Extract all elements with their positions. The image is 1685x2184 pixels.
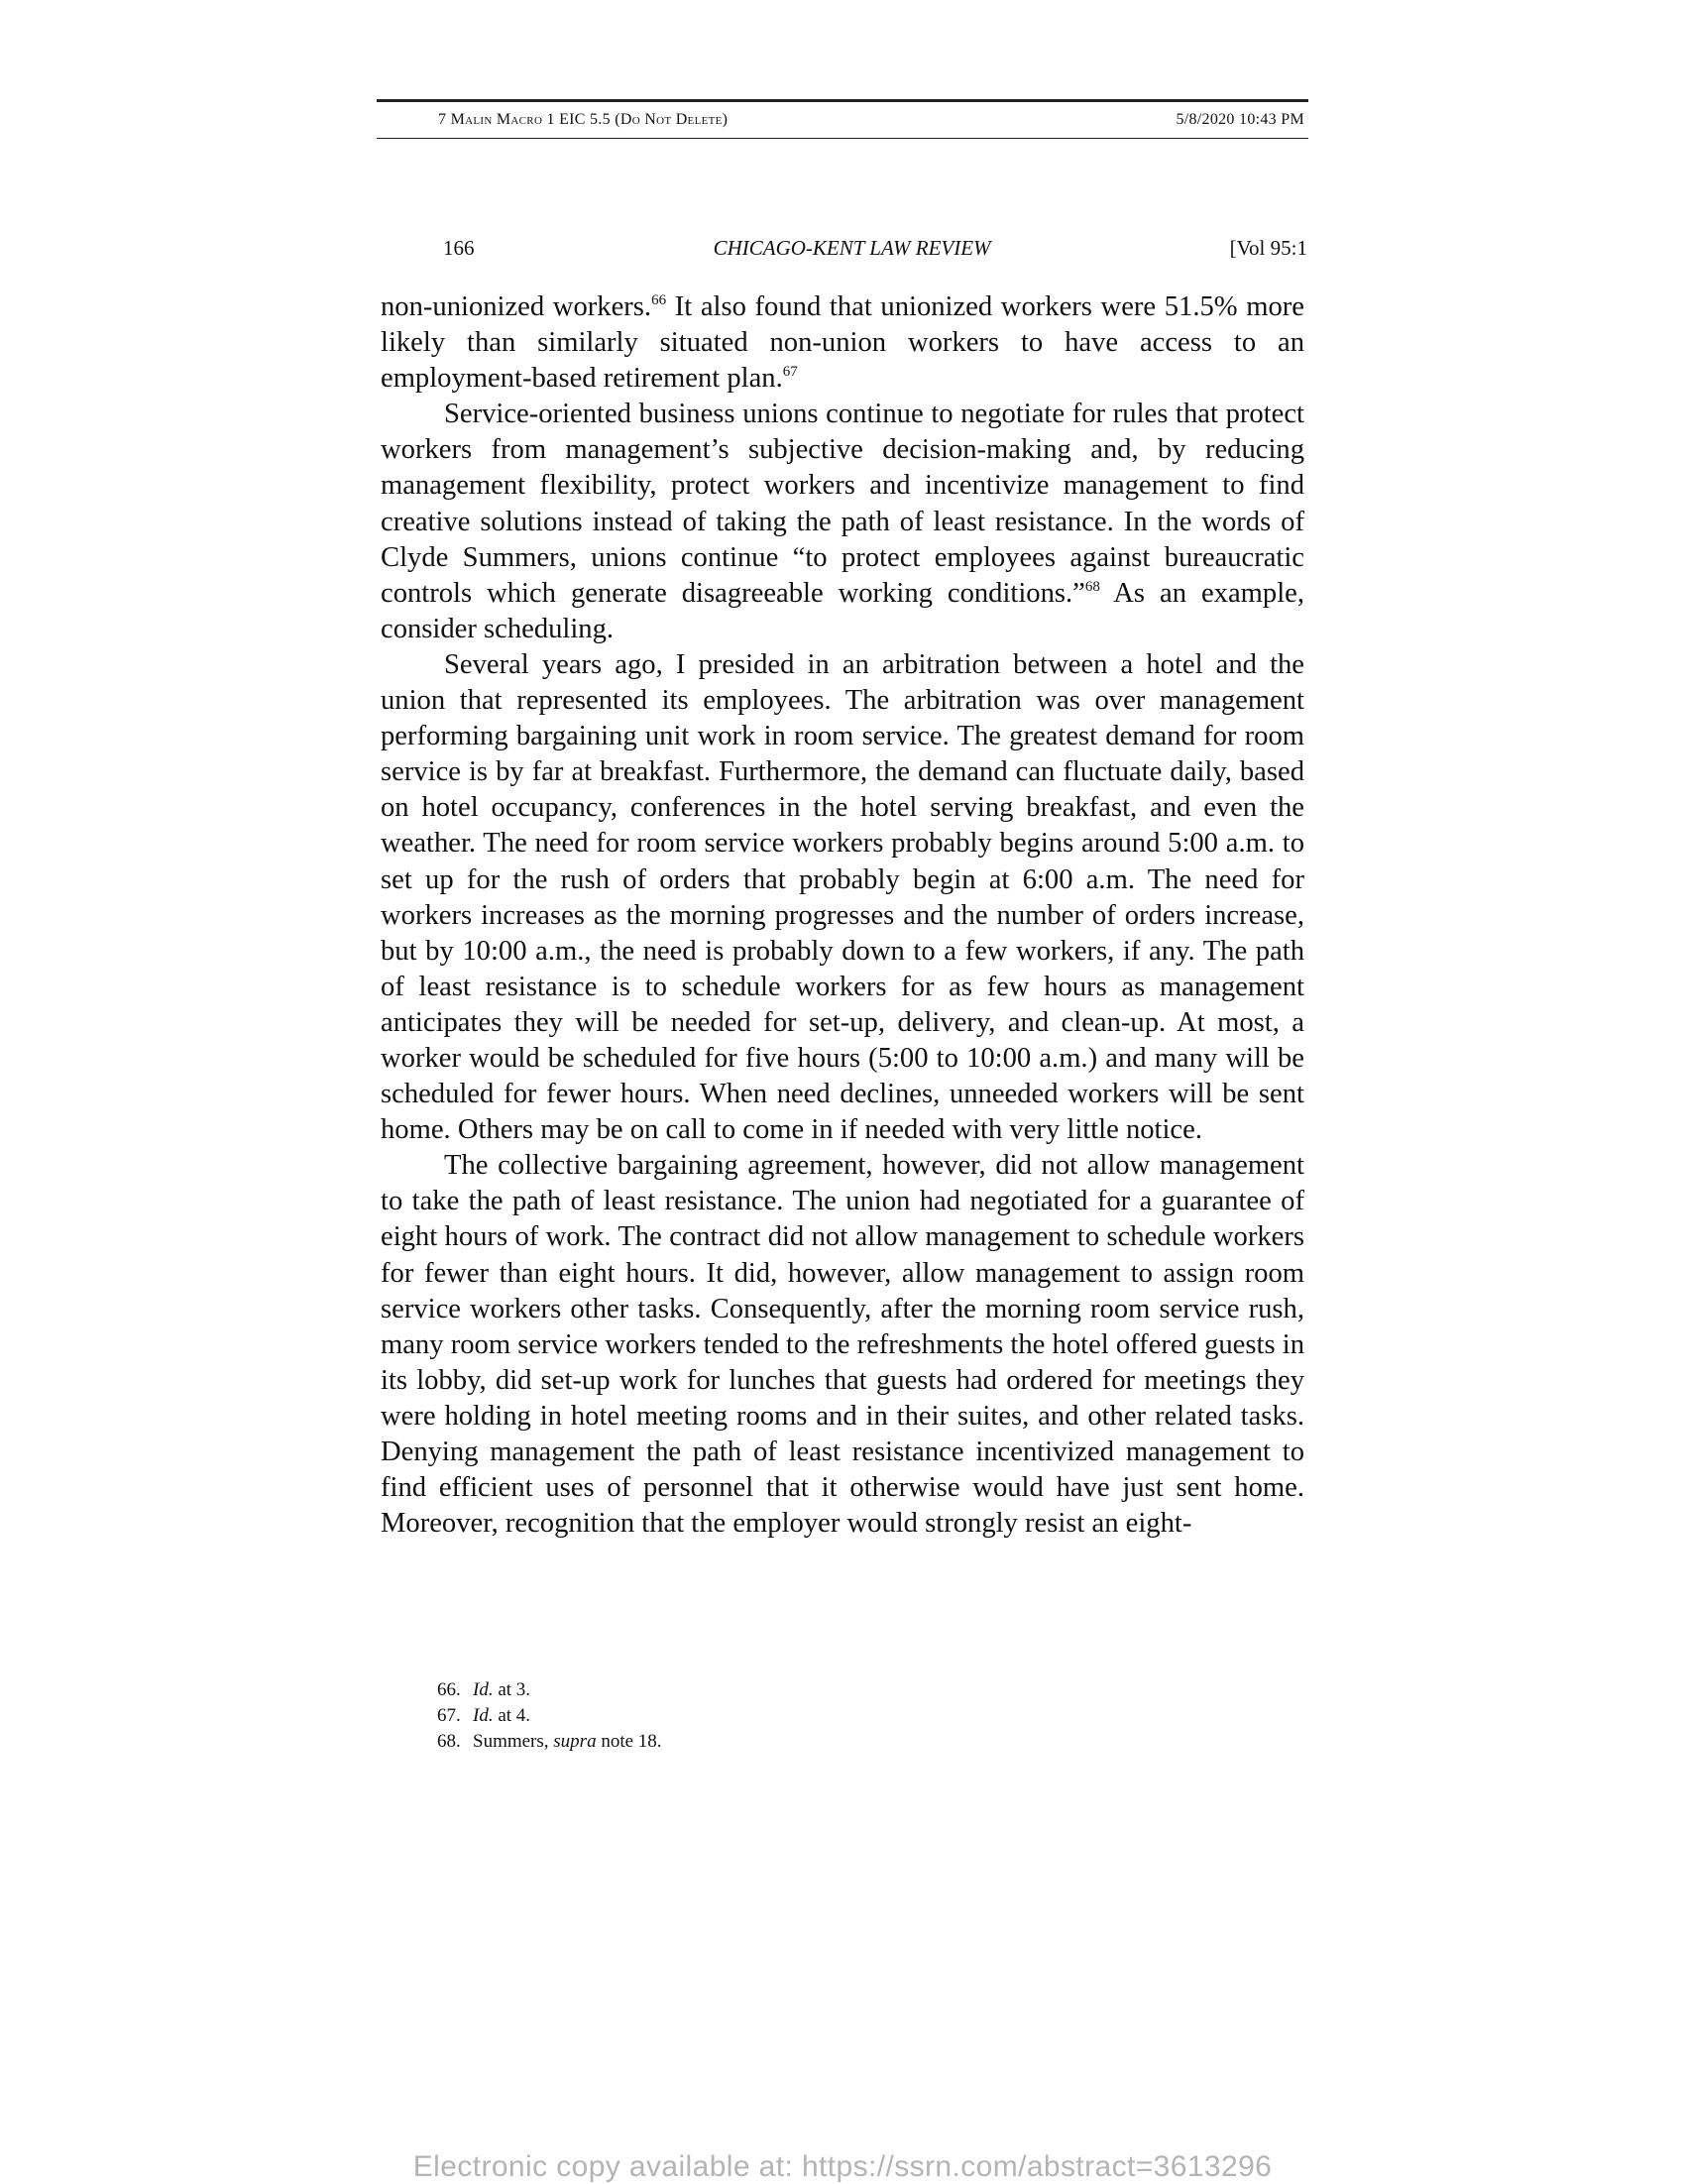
journal-title: CHICAGO-KENT LAW REVIEW: [713, 236, 991, 260]
footnote-citation: Id.: [473, 1679, 494, 1700]
paragraph-text: The collective bargaining agreement, however, did not allow management to take the path of least resistance. The union had negotiated for a guarantee of eight hours of work. The contract did not allow management to schedule workers for fewer than eight hours. It did, however, allow management to assign room service workers other tasks. Consequently, after the morning room service rush, many room service workers tended to the refreshments the hotel offered guests in its lobby, did set-up work for lunches that guests had ordered for meetings they were holding in hotel meeting rooms and in their suites, and other related tasks. Denying management the path of least resistance incentivized management to find efficient uses of personnel that it otherwise would have just sent home. Moreover, recognition that the employer would strongly resist an eight-: [381, 1150, 1304, 1540]
draft-header-timestamp: 5/8/2020 10:43 PM: [1176, 111, 1304, 128]
footnote-citation: Id.: [473, 1705, 494, 1726]
paragraph-2: [381, 397, 1304, 647]
paragraph-1: [381, 289, 1304, 397]
volume-label: [Vol 95:1: [1229, 236, 1307, 260]
footnote-text: at 3.: [493, 1679, 531, 1700]
body-text: [381, 289, 1304, 1542]
footnote-68: [437, 1729, 1299, 1755]
running-head: [443, 236, 1307, 261]
footnote-text: at 4.: [493, 1705, 531, 1726]
ssrn-footer: Electronic copy available at: https://ssrn.com/abstract=3613296: [412, 2150, 1273, 2183]
paragraph-text: non-unionized workers.: [381, 291, 652, 322]
footnote-number: 66.: [437, 1679, 461, 1700]
footnote-number: 67.: [437, 1705, 461, 1726]
paragraph-text: As an example, consider scheduling.: [381, 577, 1304, 644]
footnote-number: 68.: [437, 1731, 461, 1752]
paragraph-4: [381, 1148, 1304, 1542]
footnote-66: [437, 1677, 1299, 1703]
page-number: 166: [443, 236, 475, 260]
draft-header-file-label: 7 Malin Macro 1 EIC 5.5 (Do Not Delete): [438, 111, 729, 128]
paragraph-text: It also found that unionized workers were 51.5% more likely than similarly situated non-union workers to have access to an employment-based retirement plan.: [381, 291, 1304, 395]
footnote-67: [437, 1703, 1299, 1729]
footnote-author: Summers,: [473, 1731, 554, 1752]
paragraph-text: Several years ago, I presided in an arbitration between a hotel and the union that represented its employees. The arbitration was over management performing bargaining unit work in room service. The greatest demand for room service is by far at breakfast. Furthermore, the demand can fluctuate daily, based on hotel occupancy, conferences in the hotel serving breakfast, and even the weather. The need for room service workers probably begins around 5:00 a.m. to set up for the rush of orders that probably begin at 6:00 a.m. The need for workers increases as the morning progresses and the number of orders increase, but by 10:00 a.m., the need is probably down to a few workers, if any. The path of least resistance is to schedule workers for as few hours as management anticipates they will be needed for set-up, delivery, and clean-up. At most, a worker would be scheduled for five hours (5:00 to 10:00 a.m.) and many will be scheduled for fewer hours. When need declines, unneeded workers will be sent home. Others may be on call to come in if needed with very little notice.: [381, 648, 1304, 1146]
footnote-ref-67[interactable]: 67: [782, 364, 798, 381]
footnote-ref-68[interactable]: 68: [1084, 578, 1100, 595]
draft-header: [377, 99, 1308, 139]
footnote-text: note 18.: [596, 1731, 662, 1752]
paragraph-text: Service-oriented business unions continue to negotiate for rules that protect workers from management’s subjective decision-making and, by reducing management flexibility, protect workers and incentivize management to find creative solutions instead of taking the path of least resistance. In the words of Clyde Summers, unions continue “to protect employees against bureaucratic controls which generate disagreeable working conditions.”: [381, 399, 1304, 609]
footnote-ref-66[interactable]: 66: [651, 292, 667, 308]
footnotes: [437, 1677, 1299, 1755]
paragraph-3: [381, 647, 1304, 1148]
footnote-citation: supra: [553, 1731, 597, 1752]
